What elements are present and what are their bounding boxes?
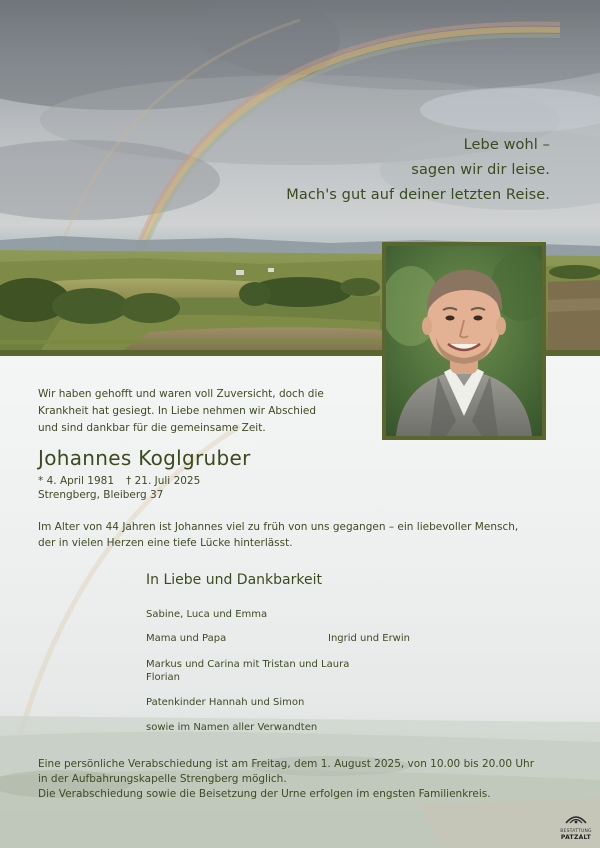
logo-mark-icon (564, 813, 588, 825)
quote-line: sagen wir dir leise. (411, 162, 550, 178)
logo-name: PATZALT (560, 834, 592, 841)
life-dates (38, 474, 200, 489)
intro-line: Wir haben gehofft und waren voll Zuversicht, doch die (38, 388, 324, 400)
footer-line: Die Verabschiedung sowie die Beisetzung der Urne erfolgen im engsten Familienkreis. (38, 788, 491, 800)
intro-line: Krankheit hat gesiegt. In Liebe nehmen wir Abschied (38, 405, 317, 417)
footer-text (38, 757, 534, 802)
story-text (38, 519, 518, 551)
footer-line: Eine persönliche Verabschiedung ist am Freitag, dem 1. August 2025, von 10.00 bis 20.00 Uhr (38, 758, 535, 770)
intro-line: und sind dankbar für die gemeinsame Zeit. (38, 422, 266, 434)
mourner-line: Patenkinder Hannah und Simon (146, 697, 305, 708)
mourner-line: Ingrid und Erwin (328, 633, 410, 644)
mourner-line: Markus und Carina mit Tristan und Laura (146, 659, 350, 670)
mourners-heading: In Liebe und Dankbarkeit (146, 572, 322, 588)
intro-text (38, 386, 324, 437)
footer-line: in der Aufbahrungskapelle Strengberg möglich. (38, 773, 287, 785)
story-line: Im Alter von 44 Jahren ist Johannes viel zu früh von uns gegangen – ein liebevoller Mensch, (38, 521, 519, 533)
logo-line: BESTATTUNG (560, 829, 592, 834)
farewell-quote (230, 133, 550, 208)
birth-date: * 4. April 1981 (38, 475, 115, 487)
mourner-line: sowie im Namen aller Verwandten (146, 722, 318, 733)
mourner-line: Mama und Papa (146, 633, 227, 644)
undertaker-logo (556, 810, 596, 841)
deceased-name: Johannes Koglgruber (38, 446, 251, 470)
residence: Strengberg, Bleiberg 37 (38, 489, 164, 501)
quote-line: Lebe wohl – (463, 137, 550, 153)
death-date: † 21. Juli 2025 (126, 475, 201, 487)
portrait-illustration (386, 246, 542, 436)
quote-line: Mach's gut auf deiner letzten Reise. (286, 187, 550, 203)
mourner-line: Sabine, Luca und Emma (146, 609, 268, 620)
portrait-photo (382, 242, 546, 440)
story-line: der in vielen Herzen eine tiefe Lücke hinterlässt. (38, 537, 293, 549)
mourner-line: Florian (146, 672, 181, 683)
